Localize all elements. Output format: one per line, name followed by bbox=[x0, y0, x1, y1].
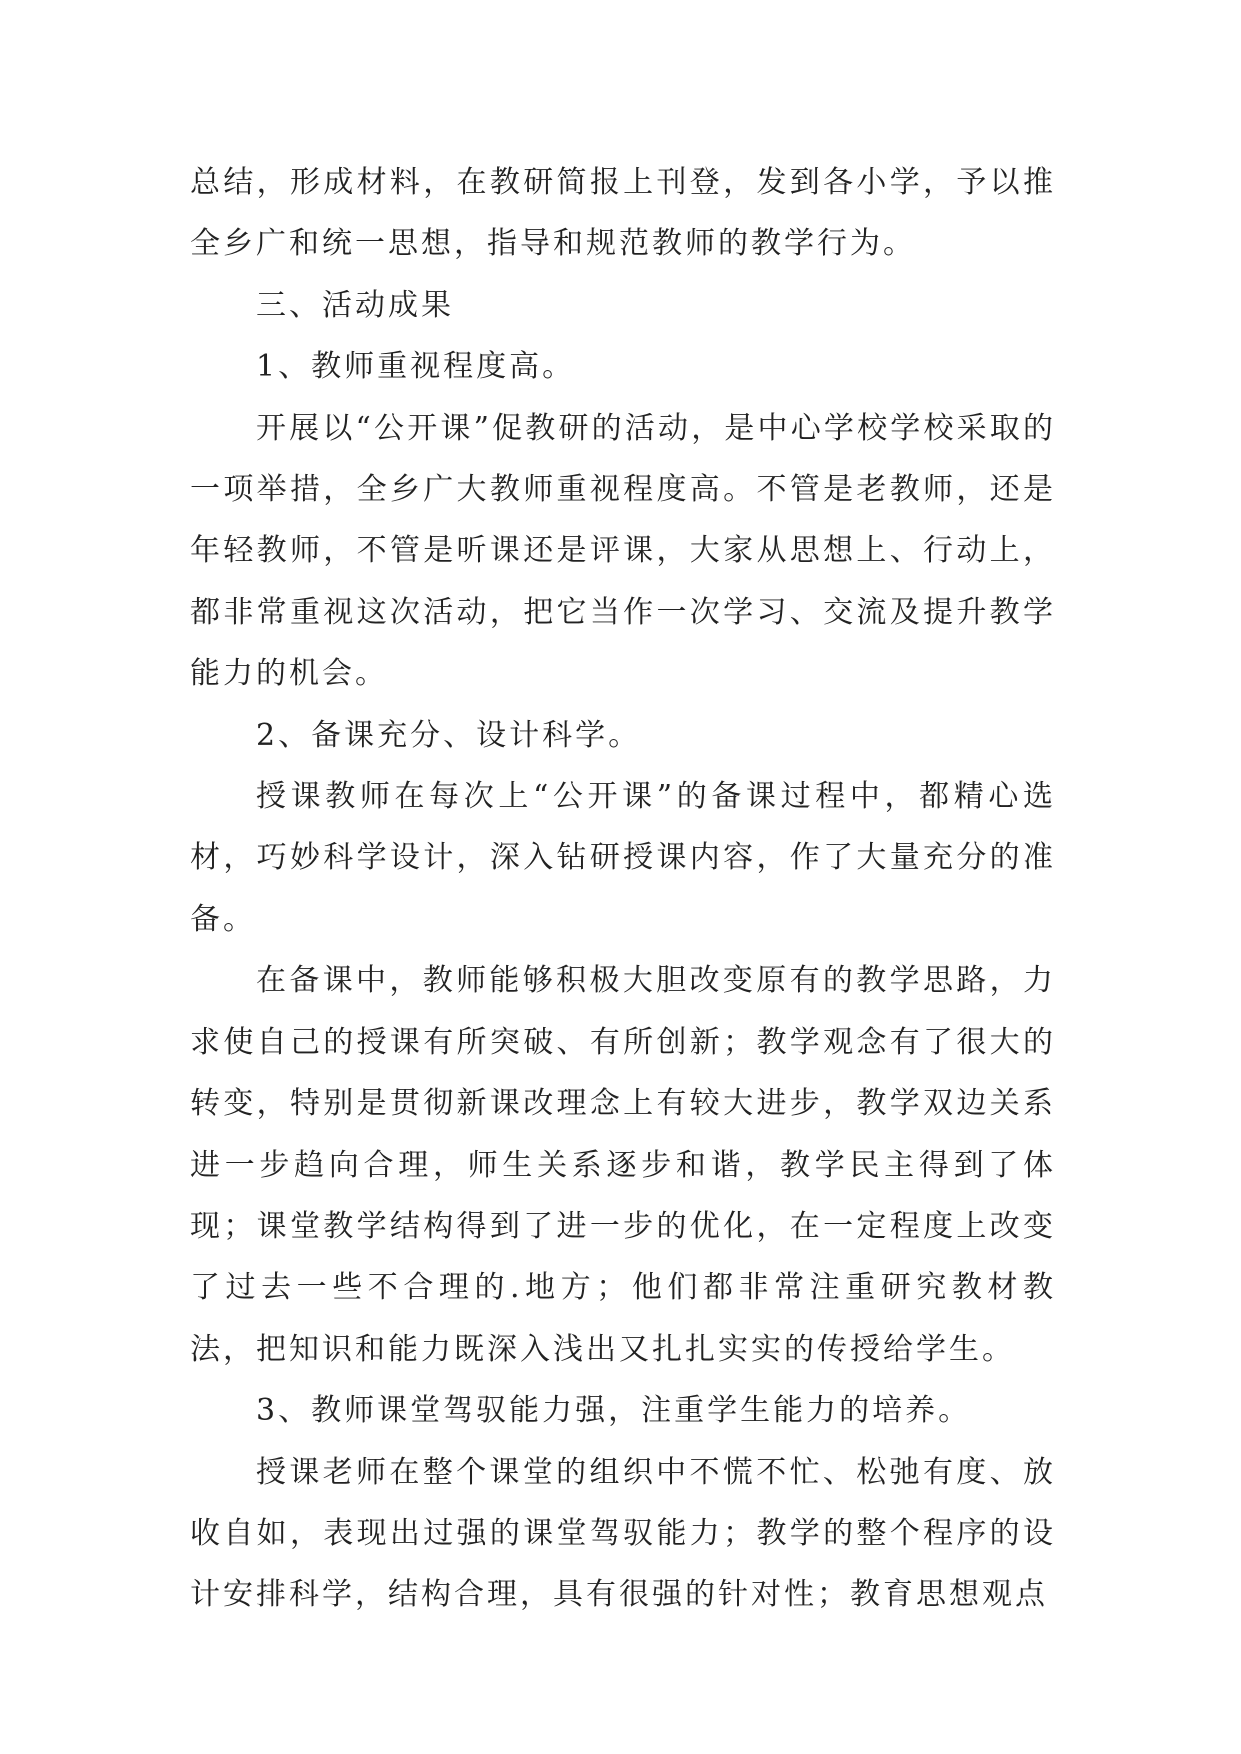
subheading-classroom-control: 3、教师课堂驾驭能力强，注重学生能力的培养。 bbox=[256, 1393, 972, 1429]
subheading-teacher-attention: 1、教师重视程度高。 bbox=[256, 349, 576, 385]
paragraph-continuation: 总结，形成材料，在教研简报上刊登，发到各小学，予以推全乡广和统一思想，指导和规范教师的教学行为。 bbox=[190, 165, 1056, 262]
section-heading-activity-results: 三、活动成果 bbox=[256, 287, 454, 323]
paragraph-lesson-preparation: 授课教师在每次上“公开课”的备课过程中，都精心选材，巧妙科学设计，深入钻研授课内容，作了大量充分的准备。 bbox=[190, 779, 1056, 937]
subheading-lesson-preparation: 2、备课充分、设计科学。 bbox=[256, 717, 642, 753]
document-body bbox=[190, 152, 1056, 1626]
paragraph-teacher-attention: 开展以“公开课”促教研的活动，是中心学校学校采取的一项举措，全乡广大教师重视程度高。不管是老教师，还是年轻教师，不管是听课还是评课，大家从思想上、行动上，都非常重视这次活动，把它当作一次学习、交流及提升教学能力的机会。 bbox=[190, 410, 1056, 692]
paragraph-teaching-innovation: 在备课中，教师能够积极大胆改变原有的教学思路，力求使自己的授课有所突破、有所创新；教学观念有了很大的转变，特别是贯彻新课改理念上有较大进步，教学双边关系进一步趋向合理，师生关系逐步和谐，教学民主得到了体现；课堂教学结构得到了进一步的优化，在一定程度上改变了过去一些不合理的.地方；他们都非常注重研究教材教法，把知识和能力既深入浅出又扎扎实实的传授给学生。 bbox=[190, 963, 1056, 1367]
paragraph-classroom-control: 授课老师在整个课堂的组织中不慌不忙、松弛有度、放收自如，表现出过强的课堂驾驭能力；教学的整个程序的设计安排科学，结构合理，具有很强的针对性；教育思想观点 bbox=[190, 1454, 1056, 1613]
